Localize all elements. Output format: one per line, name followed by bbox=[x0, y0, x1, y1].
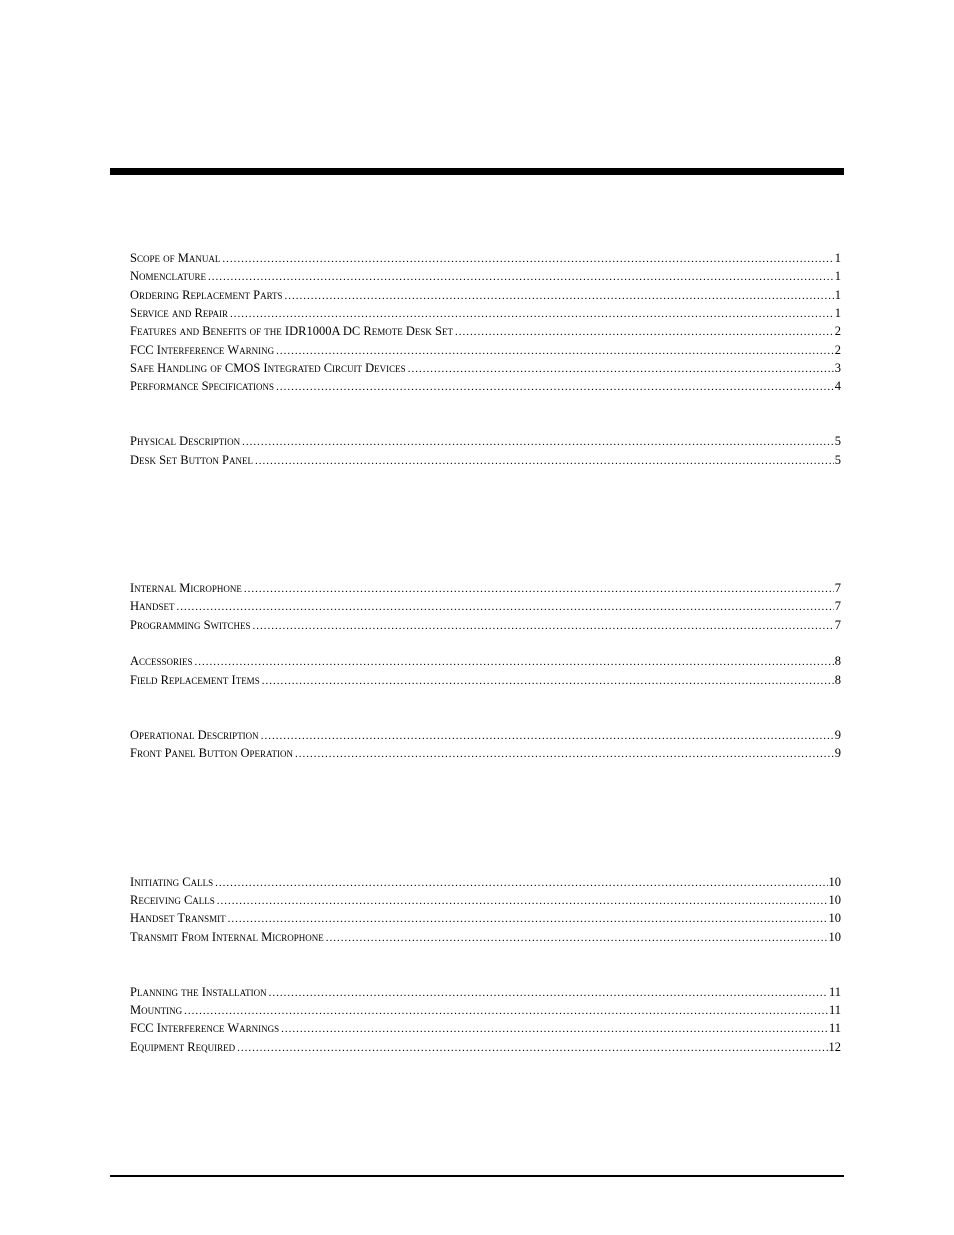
toc-entry-page: 4 bbox=[834, 379, 841, 393]
toc-entry-title: Features and Benefits of the IDR1000A DC Remote Desk Set bbox=[130, 324, 453, 338]
toc-leader-dots bbox=[217, 892, 828, 910]
toc-leader-dots bbox=[208, 268, 834, 286]
toc-leader-dots bbox=[295, 745, 834, 763]
toc-entry-title: Internal Microphone bbox=[130, 581, 242, 595]
toc-leader-dots bbox=[408, 360, 834, 378]
toc-entry-ordering-replacement-parts[interactable] bbox=[130, 286, 841, 304]
top-rule bbox=[110, 168, 844, 175]
toc-entry-equipment-required[interactable] bbox=[130, 1038, 841, 1056]
toc-entry-performance-specifications[interactable] bbox=[130, 377, 841, 395]
toc-entry-page: 10 bbox=[828, 875, 841, 889]
toc-entry-title: Mounting bbox=[130, 1003, 183, 1017]
toc-entry-page: 2 bbox=[834, 343, 841, 357]
toc-entry-title: Initiating Calls bbox=[130, 875, 214, 889]
toc-entry-page: 2 bbox=[834, 324, 841, 338]
toc-entry-title: Safe Handling of CMOS Integrated Circuit Devices bbox=[130, 361, 406, 375]
toc-leader-dots bbox=[177, 598, 834, 616]
toc-entry-title: Handset bbox=[130, 599, 175, 613]
toc-entry-page: 10 bbox=[828, 893, 841, 907]
toc-leader-dots bbox=[215, 874, 827, 892]
toc-entry-title: Transmit From Internal Microphone bbox=[130, 930, 324, 944]
toc-entry-page: 3 bbox=[834, 361, 841, 375]
toc-entry-title: Equipment Required bbox=[130, 1040, 236, 1054]
toc-entry-title: Service and Repair bbox=[130, 306, 228, 320]
toc-entry-page: 10 bbox=[828, 911, 841, 925]
toc-entry-title: Planning the Installation bbox=[130, 985, 267, 999]
toc-entry-page: 8 bbox=[834, 654, 841, 668]
toc-entry-receiving-calls[interactable] bbox=[130, 891, 841, 909]
toc-entry-title: Accessories bbox=[130, 654, 193, 668]
toc-entry-page: 1 bbox=[834, 306, 841, 320]
toc-entry-accessories[interactable] bbox=[130, 652, 841, 670]
toc-entry-title: Performance Specifications bbox=[130, 379, 275, 393]
toc-leader-dots bbox=[253, 617, 834, 635]
toc-leader-dots bbox=[269, 984, 828, 1002]
toc-leader-dots bbox=[230, 305, 834, 323]
toc-leader-dots bbox=[326, 929, 828, 947]
toc-leader-dots bbox=[276, 342, 834, 360]
toc-entry-scope-of-manual[interactable] bbox=[130, 249, 841, 267]
toc-entry-fcc-interference-warnings[interactable] bbox=[130, 1019, 841, 1037]
toc-entry-transmit-internal-microphone[interactable] bbox=[130, 928, 841, 946]
toc-entry-page: 9 bbox=[834, 746, 841, 760]
toc-entry-title: Front Panel Button Operation bbox=[130, 746, 293, 760]
toc-entry-title: Programming Switches bbox=[130, 618, 251, 632]
toc-leader-dots bbox=[195, 653, 834, 671]
toc-entry-title: Desk Set Button Panel bbox=[130, 453, 253, 467]
toc-entry-title: Operational Description bbox=[130, 728, 259, 742]
toc-leader-dots bbox=[276, 378, 834, 396]
toc-entry-page: 7 bbox=[834, 581, 841, 595]
toc-entry-planning-the-installation[interactable] bbox=[130, 983, 841, 1001]
toc-entry-page: 7 bbox=[834, 618, 841, 632]
toc-entry-page: 11 bbox=[828, 985, 841, 999]
toc-leader-dots bbox=[261, 727, 834, 745]
toc-entry-page: 1 bbox=[834, 269, 841, 283]
toc-entry-nomenclature[interactable] bbox=[130, 267, 841, 285]
toc-entry-page: 10 bbox=[828, 930, 841, 944]
toc-entry-physical-description[interactable] bbox=[130, 432, 841, 450]
toc-entry-features-and-benefits[interactable] bbox=[130, 322, 841, 340]
bottom-rule bbox=[110, 1175, 844, 1177]
toc-entry-page: 11 bbox=[828, 1021, 841, 1035]
toc-leader-dots bbox=[255, 452, 834, 470]
toc-entry-title: FCC Interference Warning bbox=[130, 343, 275, 357]
toc-entry-title: Scope of Manual bbox=[130, 251, 221, 265]
toc-entry-operational-description[interactable] bbox=[130, 726, 841, 744]
toc-entry-title: Field Replacement Items bbox=[130, 673, 260, 687]
toc-leader-dots bbox=[237, 1039, 827, 1057]
toc-leader-dots bbox=[262, 672, 834, 690]
toc-entry-page: 1 bbox=[834, 288, 841, 302]
toc-entry-initiating-calls[interactable] bbox=[130, 873, 841, 891]
toc-entry-programming-switches[interactable] bbox=[130, 616, 841, 634]
toc-entry-front-panel-button-operation[interactable] bbox=[130, 744, 841, 762]
toc-leader-dots bbox=[222, 250, 833, 268]
toc-entry-mounting[interactable] bbox=[130, 1001, 841, 1019]
toc-entry-page: 7 bbox=[834, 599, 841, 613]
toc-entry-page: 9 bbox=[834, 728, 841, 742]
toc-entry-title: Receiving Calls bbox=[130, 893, 215, 907]
toc-entry-page: 12 bbox=[828, 1040, 841, 1054]
toc-leader-dots bbox=[281, 1020, 828, 1038]
toc-entry-title: Physical Description bbox=[130, 434, 241, 448]
toc-leader-dots bbox=[242, 433, 834, 451]
toc-entry-title: Nomenclature bbox=[130, 269, 207, 283]
toc-leader-dots bbox=[228, 910, 828, 928]
toc-entry-handset-transmit[interactable] bbox=[130, 909, 841, 927]
toc-leader-dots bbox=[184, 1002, 828, 1020]
toc-entry-field-replacement-items[interactable] bbox=[130, 671, 841, 689]
toc-entry-fcc-interference-warning[interactable] bbox=[130, 341, 841, 359]
toc-entry-page: 8 bbox=[834, 673, 841, 687]
toc-entry-handset[interactable] bbox=[130, 597, 841, 615]
toc-entry-page: 5 bbox=[834, 434, 841, 448]
toc-leader-dots bbox=[285, 287, 834, 305]
toc-entry-title: Ordering Replacement Parts bbox=[130, 288, 283, 302]
toc-entry-title: FCC Interference Warnings bbox=[130, 1021, 280, 1035]
toc-entry-service-and-repair[interactable] bbox=[130, 304, 841, 322]
toc-entry-safe-handling-cmos[interactable] bbox=[130, 359, 841, 377]
toc-entry-page: 5 bbox=[834, 453, 841, 467]
toc-entry-internal-microphone[interactable] bbox=[130, 579, 841, 597]
toc-entry-desk-set-button-panel[interactable] bbox=[130, 451, 841, 469]
toc-entry-page: 11 bbox=[828, 1003, 841, 1017]
toc-leader-dots bbox=[244, 580, 834, 598]
toc-entry-title: Handset Transmit bbox=[130, 911, 226, 925]
toc-leader-dots bbox=[455, 323, 834, 341]
toc-entry-page: 1 bbox=[834, 251, 841, 265]
